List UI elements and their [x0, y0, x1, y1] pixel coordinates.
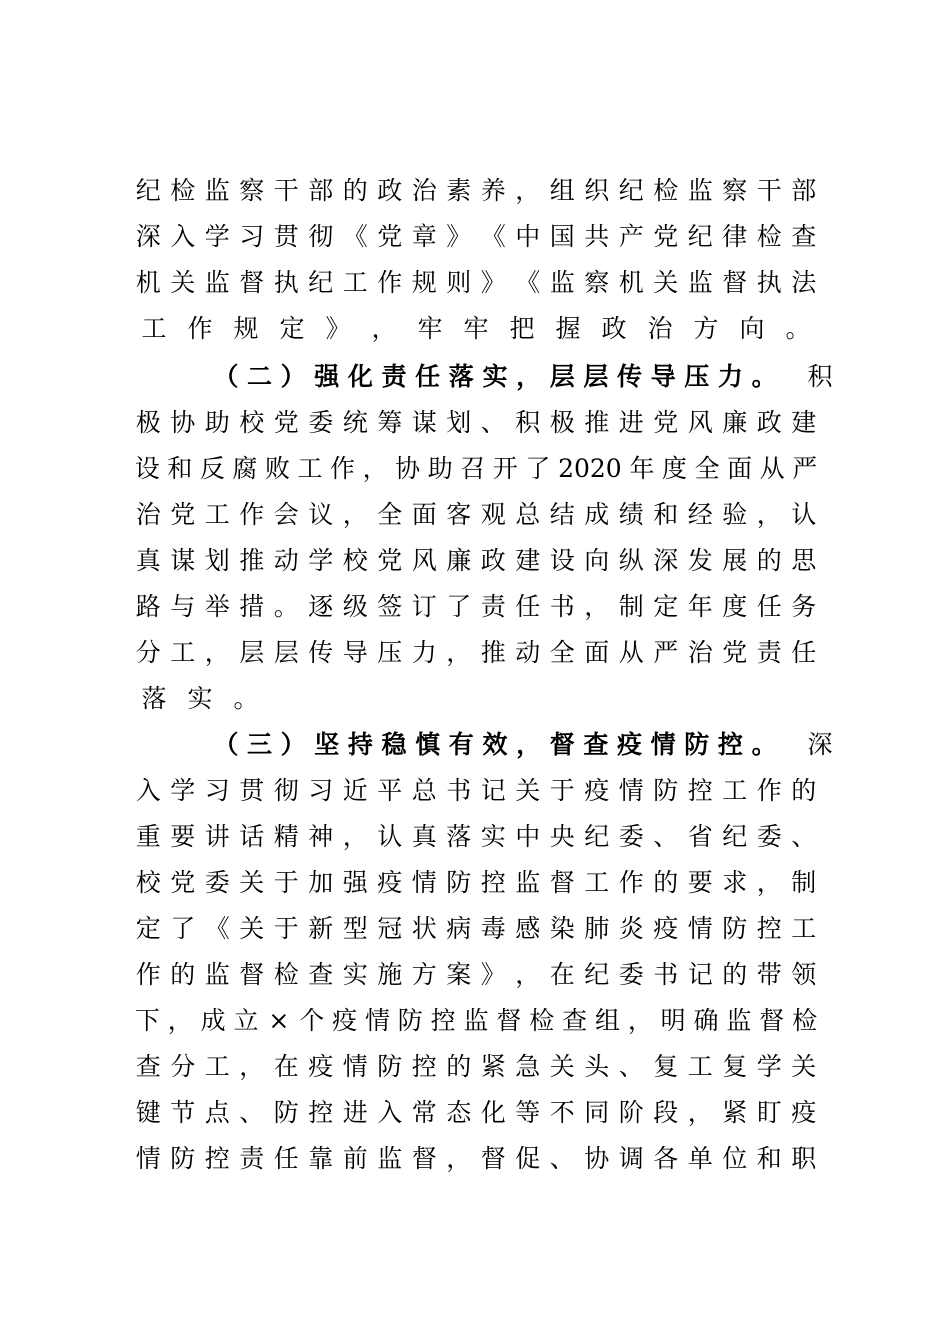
paragraph-2-line-5: 真 谋 划 推 动 学 校 党 风 廉 政 建 设 向 纵 深 发 展 的 思	[135, 546, 817, 575]
paragraph-2-line-2: 极 协 助 校 党 委 统 筹 谋 划 、 积 极 推 进 党 风 廉 政 建	[135, 408, 817, 437]
paragraph-3-line-4: 校 党 委 关 于 加 强 疫 情 防 控 监 督 工 作 的 要 求 ， 制	[135, 868, 817, 897]
paragraph-1-line-4: 工 作 规 定 》 ， 牢 牢 把 握 政 治 方 向 。	[141, 314, 811, 343]
paragraph-3-line-9: 键 节 点 、 防 控 进 入 常 态 化 等 不 同 阶 段 ， 紧 盯 疫	[135, 1098, 817, 1127]
paragraph-3-line-3: 重 要 讲 话 精 神 ， 认 真 落 实 中 央 纪 委 、 省 纪 委 、	[135, 822, 817, 851]
paragraph-3-line-6: 作 的 监 督 检 查 实 施 方 案 》 ， 在 纪 委 书 记 的 带 领	[135, 960, 817, 989]
paragraph-2-line-8: 落 实 。	[141, 684, 259, 713]
paragraph-3-line-10: 情 防 控 责 任 靠 前 监 督 ， 督 促 、 协 调 各 单 位 和 职	[135, 1144, 817, 1173]
paragraph-3-line-5: 定 了 《 关 于 新 型 冠 状 病 毒 感 染 肺 炎 疫 情 防 控 工	[135, 914, 817, 943]
paragraph-2-heading: （ 二 ） 强 化 责 任 落 实 ， 层 层 传 导 压 力 。	[213, 362, 777, 391]
paragraph-2-line-7: 分 工 ， 层 层 传 导 压 力 ， 推 动 全 面 从 严 治 党 责 任	[135, 638, 817, 667]
paragraph-1-line-1: 纪 检 监 察 干 部 的 政 治 素 养 ， 组 织 纪 检 监 察 干 部	[135, 176, 817, 205]
paragraph-2-line-3: 设 和 反 腐 败 工 作 ， 协 助 召 开 了 2020 年 度 全 面 从 严	[134, 454, 818, 483]
paragraph-3-line-2: 入 学 习 贯 彻 习 近 平 总 书 记 关 于 疫 情 防 控 工 作 的	[135, 776, 817, 805]
paragraph-1-line-3: 机 关 监 督 执 纪 工 作 规 则 》 《 监 察 机 关 监 督 执 法	[135, 268, 817, 297]
paragraph-3-heading: （ 三 ） 坚 持 稳 慎 有 效 ， 督 查 疫 情 防 控 。	[213, 730, 777, 759]
paragraph-3-line-8: 查 分 工 ， 在 疫 情 防 控 的 紧 急 关 头 、 复 工 复 学 关	[135, 1052, 817, 1081]
paragraph-3-line-7: 下 ， 成 立 × 个 疫 情 防 控 监 督 检 查 组 ， 明 确 监 督 检	[134, 1006, 818, 1035]
paragraph-2-line-1: 积	[807, 362, 833, 391]
paragraph-2-line-4: 治 党 工 作 会 议 ， 全 面 客 观 总 结 成 绩 和 经 验 ， 认	[135, 500, 817, 529]
paragraph-2-line-6: 路 与 举 措 。 逐 级 签 订 了 责 任 书 ， 制 定 年 度 任 务	[135, 592, 817, 621]
paragraph-3-line-1: 深	[807, 730, 833, 759]
paragraph-1-line-2: 深 入 学 习 贯 彻 《 党 章 》 《 中 国 共 产 党 纪 律 检 查	[135, 222, 817, 251]
